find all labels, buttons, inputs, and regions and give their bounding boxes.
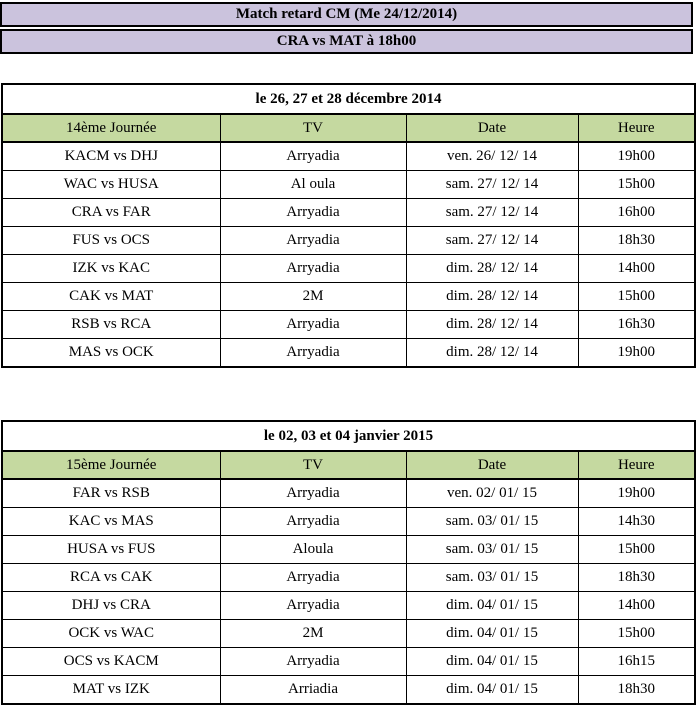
time-header: Heure [578, 114, 695, 142]
tv-cell: 2M [220, 283, 406, 311]
table-title-row [2, 84, 695, 114]
tv-cell: Arryadia [220, 508, 406, 536]
table-row [2, 227, 695, 255]
table-header-row [2, 451, 695, 479]
match-cell: RCA vs CAK [2, 564, 220, 592]
date-cell: sam. 03/ 01/ 15 [406, 536, 578, 564]
time-cell: 19h00 [578, 479, 695, 508]
time-cell: 15h00 [578, 536, 695, 564]
match-cell: MAS vs OCK [2, 339, 220, 368]
schedule-table-matchday-15 [1, 420, 696, 705]
match-cell: KAC vs MAS [2, 508, 220, 536]
date-cell: sam. 03/ 01/ 15 [406, 508, 578, 536]
table-row [2, 142, 695, 171]
match-cell: IZK vs KAC [2, 255, 220, 283]
date-header: Date [406, 114, 578, 142]
match-cell: FAR vs RSB [2, 479, 220, 508]
table-row [2, 536, 695, 564]
date-cell: sam. 27/ 12/ 14 [406, 199, 578, 227]
date-cell: dim. 04/ 01/ 15 [406, 676, 578, 705]
match-cell: FUS vs OCS [2, 227, 220, 255]
time-cell: 15h00 [578, 283, 695, 311]
tv-cell: Arryadia [220, 199, 406, 227]
tv-cell: Arriadia [220, 676, 406, 705]
time-cell: 16h15 [578, 648, 695, 676]
table-row [2, 479, 695, 508]
matchday-header: 15ème Journée [2, 451, 220, 479]
delayed-match-label: Match retard CM (Me 24/12/2014) [235, 6, 458, 22]
table-row [2, 648, 695, 676]
table-title: le 02, 03 et 04 janvier 2015 [2, 421, 695, 451]
date-cell: dim. 28/ 12/ 14 [406, 339, 578, 368]
match-cell: DHJ vs CRA [2, 592, 220, 620]
tv-cell: Arryadia [220, 311, 406, 339]
time-cell: 14h00 [578, 255, 695, 283]
date-cell: dim. 28/ 12/ 14 [406, 255, 578, 283]
matchday-header: 14ème Journée [2, 114, 220, 142]
time-cell: 18h30 [578, 227, 695, 255]
date-cell: dim. 04/ 01/ 15 [406, 648, 578, 676]
tv-cell: Arryadia [220, 142, 406, 171]
date-cell: sam. 27/ 12/ 14 [406, 227, 578, 255]
match-cell: CRA vs FAR [2, 199, 220, 227]
tv-cell: Arryadia [220, 648, 406, 676]
time-cell: 15h00 [578, 171, 695, 199]
time-cell: 16h30 [578, 311, 695, 339]
tv-cell: Al oula [220, 171, 406, 199]
date-cell: ven. 02/ 01/ 15 [406, 479, 578, 508]
date-cell: dim. 28/ 12/ 14 [406, 283, 578, 311]
date-cell: dim. 04/ 01/ 15 [406, 620, 578, 648]
table-row [2, 592, 695, 620]
time-cell: 14h30 [578, 508, 695, 536]
time-cell: 19h00 [578, 339, 695, 368]
table-row [2, 199, 695, 227]
time-cell: 14h00 [578, 592, 695, 620]
table-row [2, 676, 695, 705]
time-cell: 15h00 [578, 620, 695, 648]
time-cell: 18h30 [578, 676, 695, 705]
date-cell: sam. 27/ 12/ 14 [406, 171, 578, 199]
tv-cell: 2M [220, 620, 406, 648]
date-cell: sam. 03/ 01/ 15 [406, 564, 578, 592]
date-header: Date [406, 451, 578, 479]
match-cell: OCS vs KACM [2, 648, 220, 676]
table-header-row [2, 114, 695, 142]
tv-cell: Arryadia [220, 564, 406, 592]
date-cell: dim. 28/ 12/ 14 [406, 311, 578, 339]
date-cell: dim. 04/ 01/ 15 [406, 592, 578, 620]
match-cell: CAK vs MAT [2, 283, 220, 311]
table-row [2, 620, 695, 648]
table-row [2, 283, 695, 311]
table-row [2, 564, 695, 592]
tv-header: TV [220, 451, 406, 479]
tv-cell: Arryadia [220, 479, 406, 508]
delayed-match-fixture: CRA vs MAT à 18h00 [276, 33, 417, 49]
delayed-match-banner [0, 2, 693, 27]
tv-cell: Arryadia [220, 227, 406, 255]
schedule-table-matchday-14 [1, 83, 696, 368]
table-row [2, 339, 695, 368]
table-title: le 26, 27 et 28 décembre 2014 [2, 84, 695, 114]
time-cell: 19h00 [578, 142, 695, 171]
tv-cell: Aloula [220, 536, 406, 564]
date-cell: ven. 26/ 12/ 14 [406, 142, 578, 171]
time-cell: 16h00 [578, 199, 695, 227]
table-row [2, 311, 695, 339]
match-cell: KACM vs DHJ [2, 142, 220, 171]
table-row [2, 255, 695, 283]
table-row [2, 171, 695, 199]
match-cell: HUSA vs FUS [2, 536, 220, 564]
tv-cell: Arryadia [220, 339, 406, 368]
tv-header: TV [220, 114, 406, 142]
tv-cell: Arryadia [220, 592, 406, 620]
table-row [2, 508, 695, 536]
time-header: Heure [578, 451, 695, 479]
match-cell: RSB vs RCA [2, 311, 220, 339]
tv-cell: Arryadia [220, 255, 406, 283]
match-cell: OCK vs WAC [2, 620, 220, 648]
match-cell: WAC vs HUSA [2, 171, 220, 199]
match-cell: MAT vs IZK [2, 676, 220, 705]
delayed-match-fixture-banner [0, 29, 693, 54]
table-title-row [2, 421, 695, 451]
time-cell: 18h30 [578, 564, 695, 592]
